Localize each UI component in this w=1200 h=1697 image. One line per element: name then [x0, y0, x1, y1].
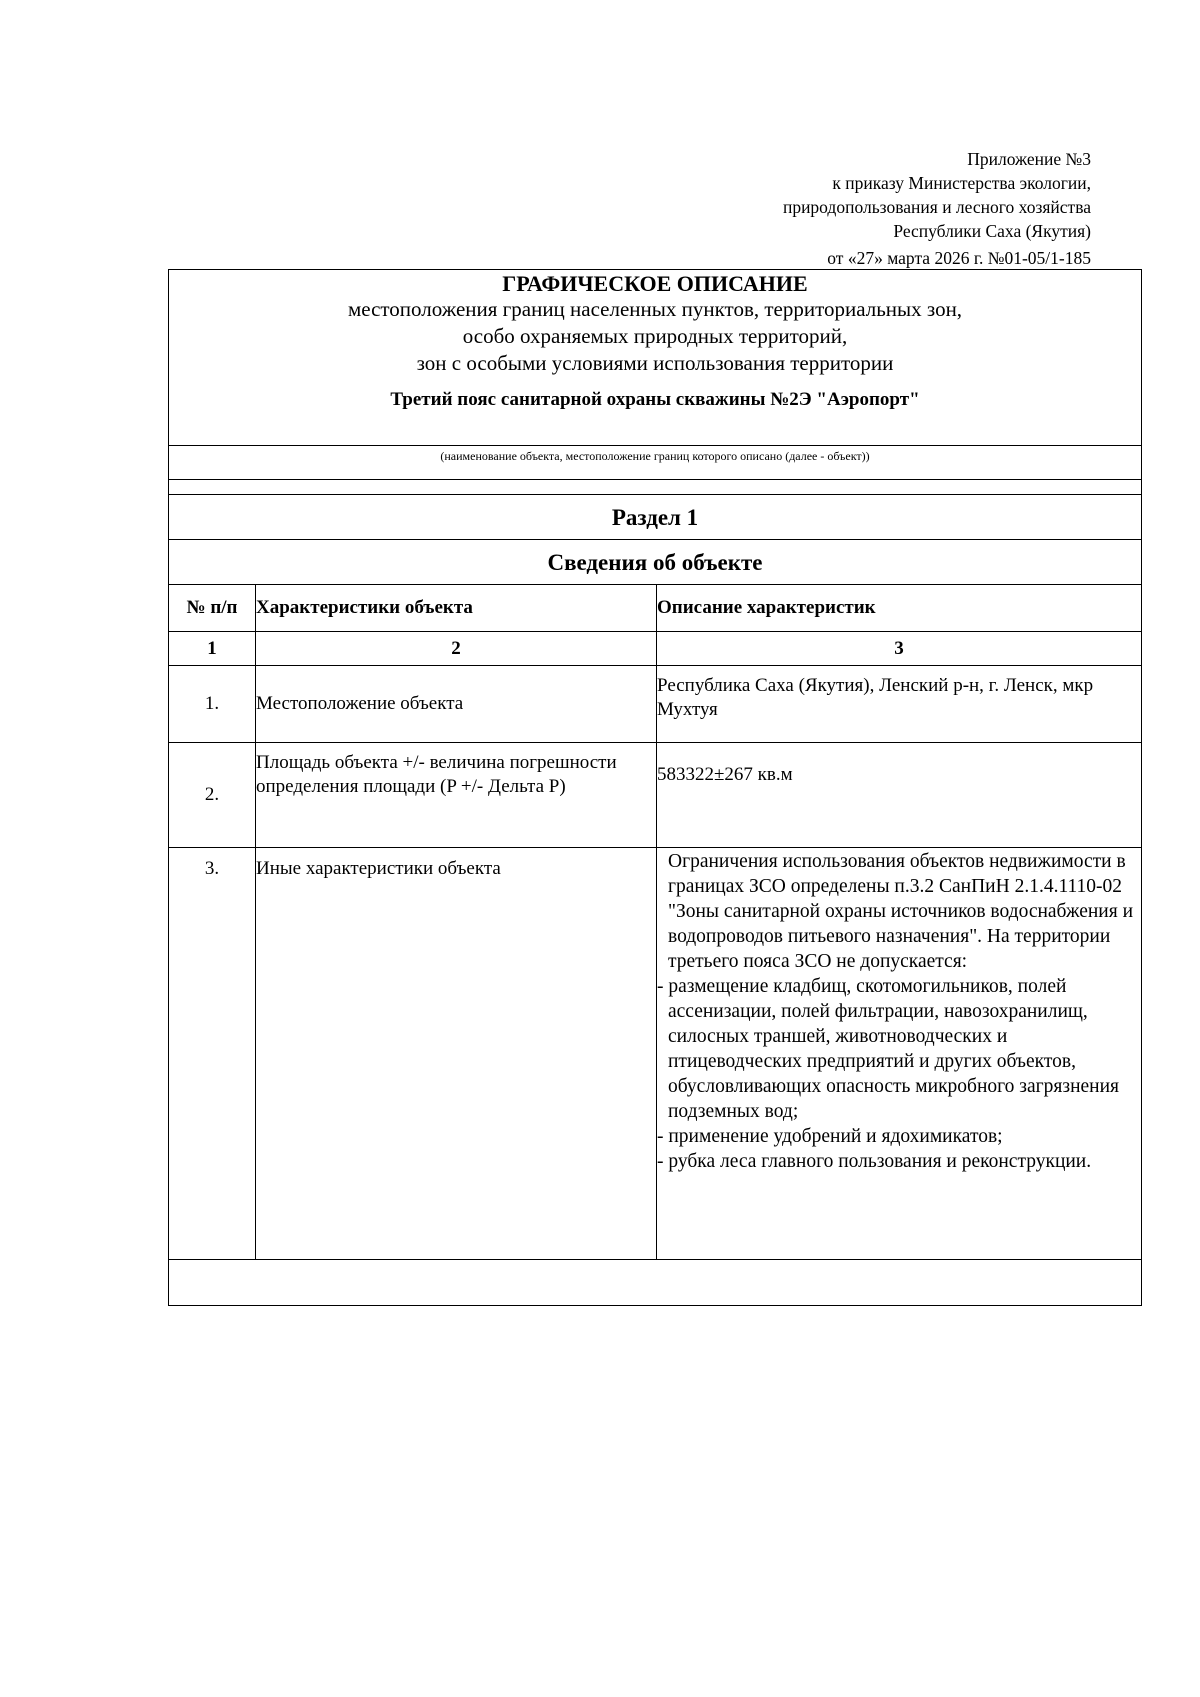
subtitle-line-3: зон с особыми условиями использования территории [416, 351, 894, 375]
column-number-1: 1 [169, 632, 256, 666]
table-row [169, 848, 1141, 1260]
list-marker: - [657, 976, 664, 997]
section-number: Раздел 1 [169, 495, 1141, 540]
empty-footer-row [169, 1260, 1141, 1305]
row-number: 2. [169, 743, 256, 848]
object-name: Третий пояс санитарной охраны скважины №2Э "Аэропорт" [390, 389, 920, 410]
object-note: (наименование объекта, местоположение границ которого описано (далее - объект)) [169, 446, 1141, 480]
appendix-line-1: Приложение №3 [967, 149, 1091, 169]
column-number-2: 2 [256, 632, 657, 666]
table-row [169, 666, 1141, 743]
restriction-item-text: применение удобрений и ядохимикатов; [668, 1126, 1003, 1147]
table-row [169, 743, 1141, 848]
row-characteristic: Иные характеристики объекта [256, 848, 657, 1260]
restrictions-intro: Ограничения использования объектов недвижимости в границах ЗСО определены п.3.2 СанПиН 2.1.4.1110-02 "Зоны санитарной охраны источников водоснабжения и водопроводов питьевого назначения". На территории третьего пояса ЗСО не допускается: [668, 851, 1134, 972]
appendix-line-4: Республики Саха (Якутия) [893, 221, 1091, 241]
restrictions-text [657, 848, 1141, 1174]
document-form [168, 269, 1142, 1306]
header-cell-description: Описание характеристик [657, 585, 1142, 632]
appendix-line-2: к приказу Министерства экологии, [832, 173, 1091, 193]
list-marker: - [657, 1126, 664, 1147]
section-title: Сведения об объекте [169, 540, 1141, 585]
list-marker: - [657, 1151, 664, 1172]
appendix-date: от «27» марта 2026 г. №01-05/1-185 [827, 248, 1091, 268]
row-description [657, 848, 1142, 1260]
row-characteristic: Площадь объекта +/- величина погрешности определения площади (P +/- Дельта P) [256, 743, 657, 848]
row-description: 583322±267 кв.м [657, 743, 1142, 848]
row-characteristic: Местоположение объекта [256, 666, 657, 743]
restriction-item-text: размещение кладбищ, скотомогильников, полей ассенизации, полей фильтрации, навозохранилищ, силосных траншей, животноводческих и птицеводческих предприятий и других объектов, обусловливающих опасность микробного загрязнения подземных вод; [668, 976, 1119, 1122]
row-number: 1. [169, 666, 256, 743]
subtitle-line-1: местоположения границ населенных пунктов, территориальных зон, [347, 297, 963, 321]
object-info-table [169, 585, 1141, 1260]
restriction-item [657, 1124, 1141, 1149]
spacer-row [169, 480, 1141, 495]
column-number-row [169, 632, 1141, 666]
restriction-item-text: рубка леса главного пользования и реконструкции. [668, 1151, 1092, 1172]
subtitle-line-2: особо охраняемых природных территорий, [462, 324, 848, 348]
appendix-line-3: природопользования и лесного хозяйства [782, 197, 1091, 217]
appendix-block [783, 147, 1091, 270]
row-number: 3. [169, 848, 256, 1260]
header-cell-characteristics: Характеристики объекта [256, 585, 657, 632]
header-cell-number: № п/п [169, 585, 256, 632]
restriction-item [657, 974, 1141, 1124]
document-title: ГРАФИЧЕСКОЕ ОПИСАНИЕ [502, 271, 808, 296]
header-block [169, 270, 1141, 446]
column-number-3: 3 [657, 632, 1142, 666]
row-description: Республика Саха (Якутия), Ленский р-н, г. Ленск, мкр Мухтуя [657, 666, 1142, 743]
table-header-row [169, 585, 1141, 632]
restriction-item [657, 1149, 1141, 1174]
